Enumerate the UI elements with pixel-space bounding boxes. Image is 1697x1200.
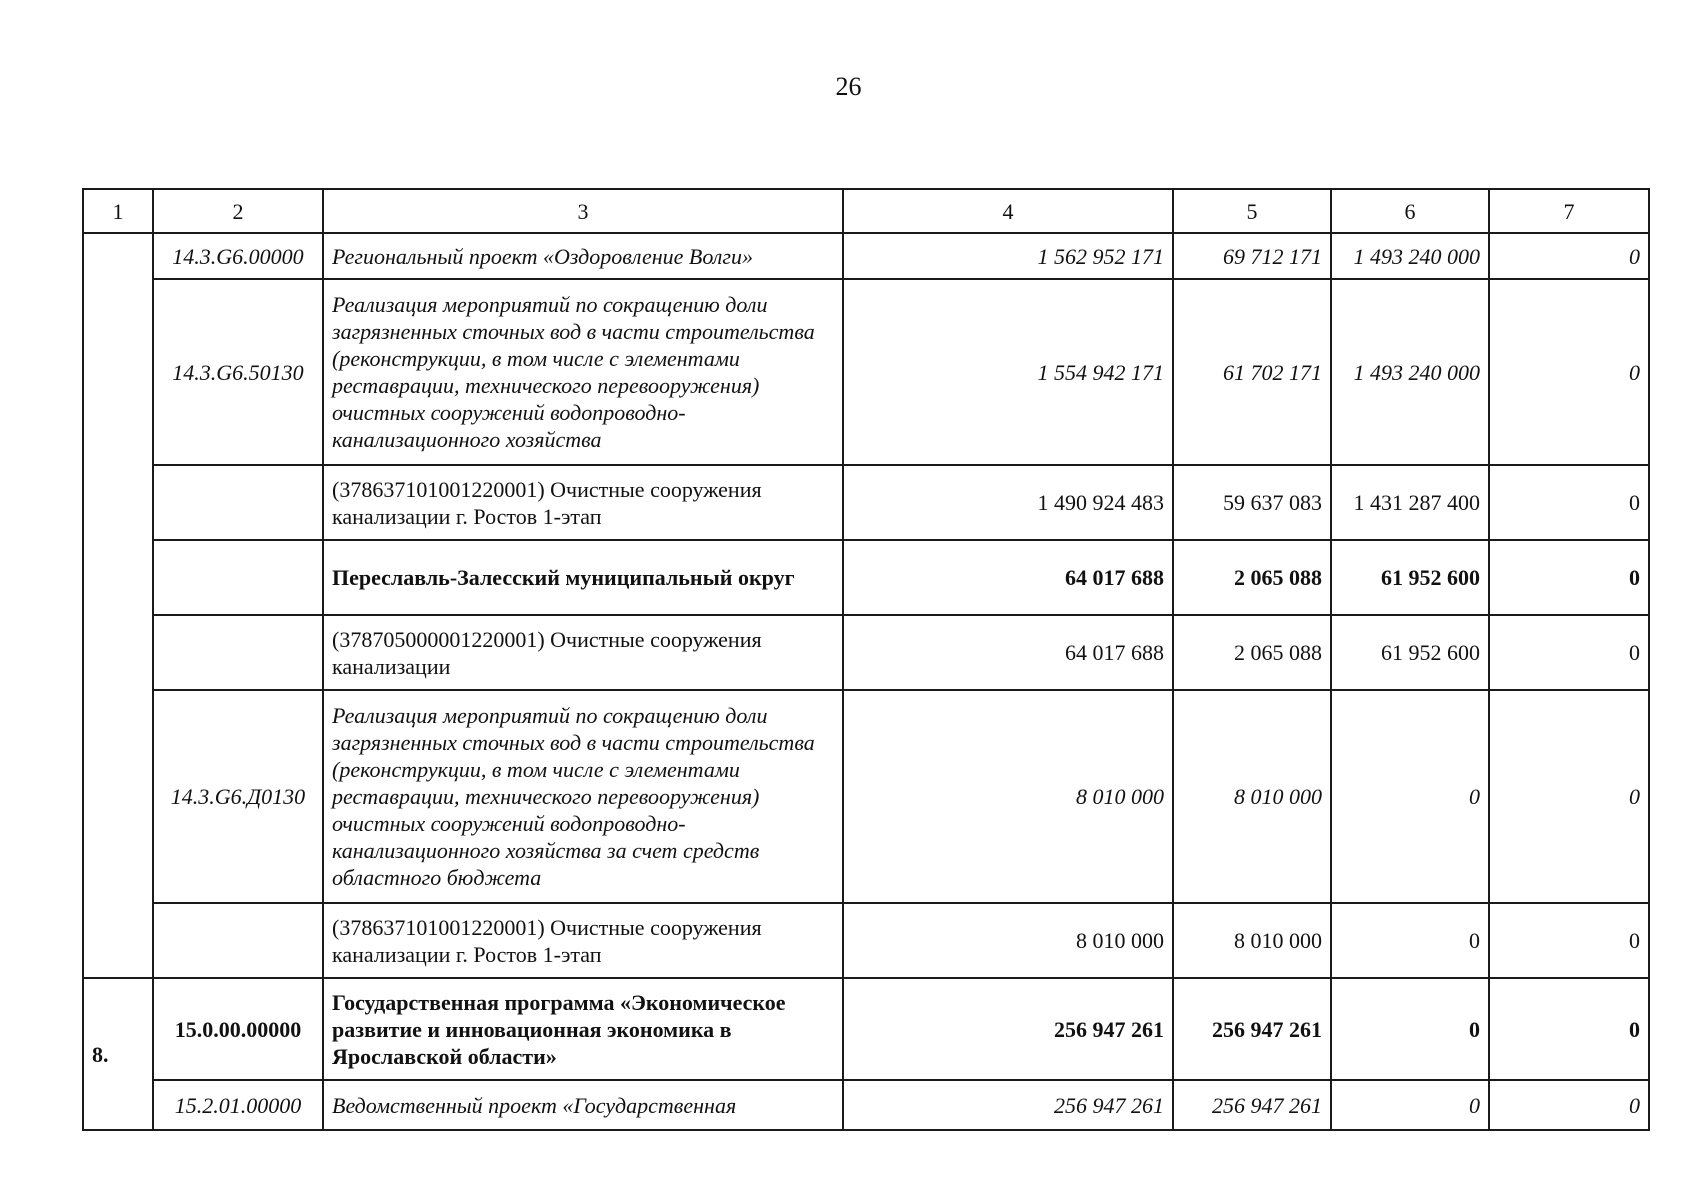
header-cell: 7: [1489, 189, 1649, 233]
amount-col7-cell: 0: [1489, 1080, 1649, 1130]
amount-total-cell: 256 947 261: [843, 978, 1173, 1080]
name-cell: Региональный проект «Оздоровление Волги»: [323, 233, 843, 279]
amount-col7-cell: 0: [1489, 615, 1649, 690]
amount-total-cell: 256 947 261: [843, 1080, 1173, 1130]
amount-total-cell: 8 010 000: [843, 690, 1173, 903]
code-cell: [153, 465, 323, 540]
amount-total-cell: 64 017 688: [843, 615, 1173, 690]
page-number: 26: [835, 72, 862, 101]
header-cell: 4: [843, 189, 1173, 233]
amount-total-cell: 1 562 952 171: [843, 233, 1173, 279]
amount-col5-cell: 8 010 000: [1173, 690, 1331, 903]
table-row: [83, 279, 1649, 465]
amount-total-cell: 1 490 924 483: [843, 465, 1173, 540]
budget-table: [82, 188, 1650, 1131]
amount-col5-cell: 8 010 000: [1173, 903, 1331, 978]
amount-total-cell: 64 017 688: [843, 540, 1173, 615]
code-cell: 15.2.01.00000: [153, 1080, 323, 1130]
code-cell: [153, 615, 323, 690]
table-row: [83, 465, 1649, 540]
code-cell: [153, 540, 323, 615]
amount-col6-cell: 1 493 240 000: [1331, 279, 1489, 465]
table-row: [83, 1080, 1649, 1130]
header-cell: 6: [1331, 189, 1489, 233]
amount-col5-cell: 256 947 261: [1173, 1080, 1331, 1130]
amount-col5-cell: 256 947 261: [1173, 978, 1331, 1080]
amount-col5-cell: 2 065 088: [1173, 615, 1331, 690]
amount-col7-cell: 0: [1489, 465, 1649, 540]
table-header-row: [83, 189, 1649, 233]
header-cell: 1: [83, 189, 153, 233]
name-cell: Реализация мероприятий по сокращению доли загрязненных сточных вод в части строительства (реконструкции, в том числе с элементами реставрации, технического перевооружения) очистных сооружений водопроводно-канализационного хозяйства за счет средств областного бюджета: [323, 690, 843, 903]
name-cell: Реализация мероприятий по сокращению доли загрязненных сточных вод в части строительства (реконструкции, в том числе с элементами реставрации, технического перевооружения) очистных сооружений водопроводно-канализационного хозяйства: [323, 279, 843, 465]
name-cell: (378637101001220001) Очистные сооружения канализации г. Ростов 1-этап: [323, 465, 843, 540]
table-row: [83, 540, 1649, 615]
code-cell: 14.3.G6.00000: [153, 233, 323, 279]
table-row: [83, 690, 1649, 903]
amount-col6-cell: 0: [1331, 690, 1489, 903]
amount-col7-cell: 0: [1489, 279, 1649, 465]
table-row: [83, 233, 1649, 279]
table-row: [83, 978, 1649, 1080]
amount-col5-cell: 61 702 171: [1173, 279, 1331, 465]
code-cell: 14.3.G6.50130: [153, 279, 323, 465]
table-row: [83, 615, 1649, 690]
amount-col5-cell: 2 065 088: [1173, 540, 1331, 615]
code-cell: 14.3.G6.Д0130: [153, 690, 323, 903]
header-cell: 2: [153, 189, 323, 233]
header-cell: 3: [323, 189, 843, 233]
amount-col6-cell: 0: [1331, 978, 1489, 1080]
amount-col6-cell: 61 952 600: [1331, 615, 1489, 690]
code-cell: [153, 903, 323, 978]
amount-col7-cell: 0: [1489, 690, 1649, 903]
amount-col6-cell: 1 493 240 000: [1331, 233, 1489, 279]
amount-col5-cell: 69 712 171: [1173, 233, 1331, 279]
amount-col7-cell: 0: [1489, 903, 1649, 978]
name-cell: Ведомственный проект «Государственная: [323, 1080, 843, 1130]
amount-col6-cell: 1 431 287 400: [1331, 465, 1489, 540]
amount-col7-cell: 0: [1489, 540, 1649, 615]
code-cell: 15.0.00.00000: [153, 978, 323, 1080]
amount-total-cell: 8 010 000: [843, 903, 1173, 978]
name-cell: (378637101001220001) Очистные сооружения канализации г. Ростов 1-этап: [323, 903, 843, 978]
amount-col6-cell: 0: [1331, 1080, 1489, 1130]
name-cell: (378705000001220001) Очистные сооружения канализации: [323, 615, 843, 690]
amount-col5-cell: 59 637 083: [1173, 465, 1331, 540]
name-cell: Переславль-Залесский муниципальный округ: [323, 540, 843, 615]
amount-total-cell: 1 554 942 171: [843, 279, 1173, 465]
section-number-cell: [83, 233, 153, 978]
header-cell: 5: [1173, 189, 1331, 233]
amount-col7-cell: 0: [1489, 978, 1649, 1080]
amount-col6-cell: 0: [1331, 903, 1489, 978]
section-number-cell: 8.: [83, 978, 153, 1130]
amount-col7-cell: 0: [1489, 233, 1649, 279]
amount-col6-cell: 61 952 600: [1331, 540, 1489, 615]
name-cell: Государственная программа «Экономическое развитие и инновационная экономика в Ярославской области»: [323, 978, 843, 1080]
table-row: [83, 903, 1649, 978]
